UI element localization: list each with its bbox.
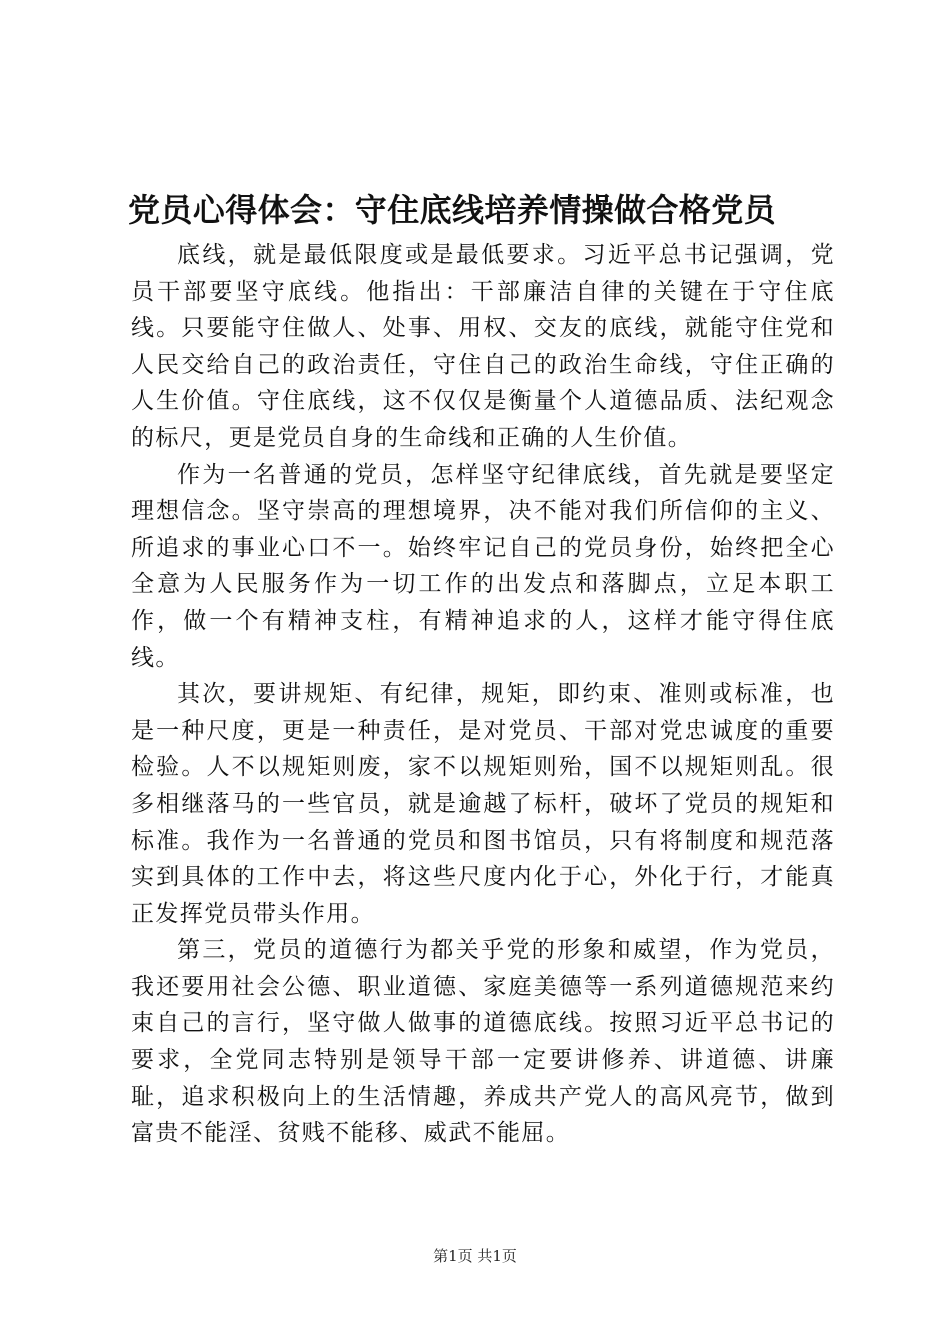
paragraph-4: 第三，党员的道德行为都关乎党的形象和威望，作为党员，我还要用社会公德、职业道德、家庭美德等一系列道德规范来约束自己的言行，坚守做人做事的道德底线。按照习近平总书记的要求，全党同志特别是领导干部一定要讲修养、讲道德、讲廉耻，追求积极向上的生活情趣，养成共产党人的高风亮节，做到富贵不能淫、贫贱不能移、威武不能屈。 <box>131 937 835 1147</box>
document-body <box>131 237 835 1152</box>
page-number-footer: 第1页 共1页 <box>433 1247 517 1265</box>
paragraph-3: 其次，要讲规矩、有纪律，规矩，即约束、准则或标准，也是一种尺度，更是一种责任，是对党员、干部对党忠诚度的重要检验。人不以规矩则废，家不以规矩则殆，国不以规矩则乱。很多相继落马的一些官员，就是逾越了标杆，破坏了党员的规矩和标准。我作为一名普通的党员和图书馆员，只有将制度和规范落实到具体的工作中去，将这些尺度内化于心，外化于行，才能真正发挥党员带头作用。 <box>131 681 835 927</box>
paragraph-2: 作为一名普通的党员，怎样坚守纪律底线，首先就是要坚定理想信念。坚守崇高的理想境界，决不能对我们所信仰的主义、所追求的事业心口不一。始终牢记自己的党员身份，始终把全心全意为人民服务作为一切工作的出发点和落脚点，立足本职工作，做一个有精神支柱，有精神追求的人，这样才能守得住底线。 <box>131 461 835 671</box>
document-title: 党员心得体会：守住底线培养情操做合格党员 <box>128 191 777 229</box>
paragraph-1: 底线，就是最低限度或是最低要求。习近平总书记强调，党员干部要坚守底线。他指出：干部廉洁自律的关键在于守住底线。只要能守住做人、处事、用权、交友的底线，就能守住党和人民交给自己的政治责任，守住自己的政治生命线，守住正确的人生价值。守住底线，这不仅仅是衡量个人道德品质、法纪观念的标尺，更是党员自身的生命线和正确的人生价值。 <box>131 242 835 451</box>
